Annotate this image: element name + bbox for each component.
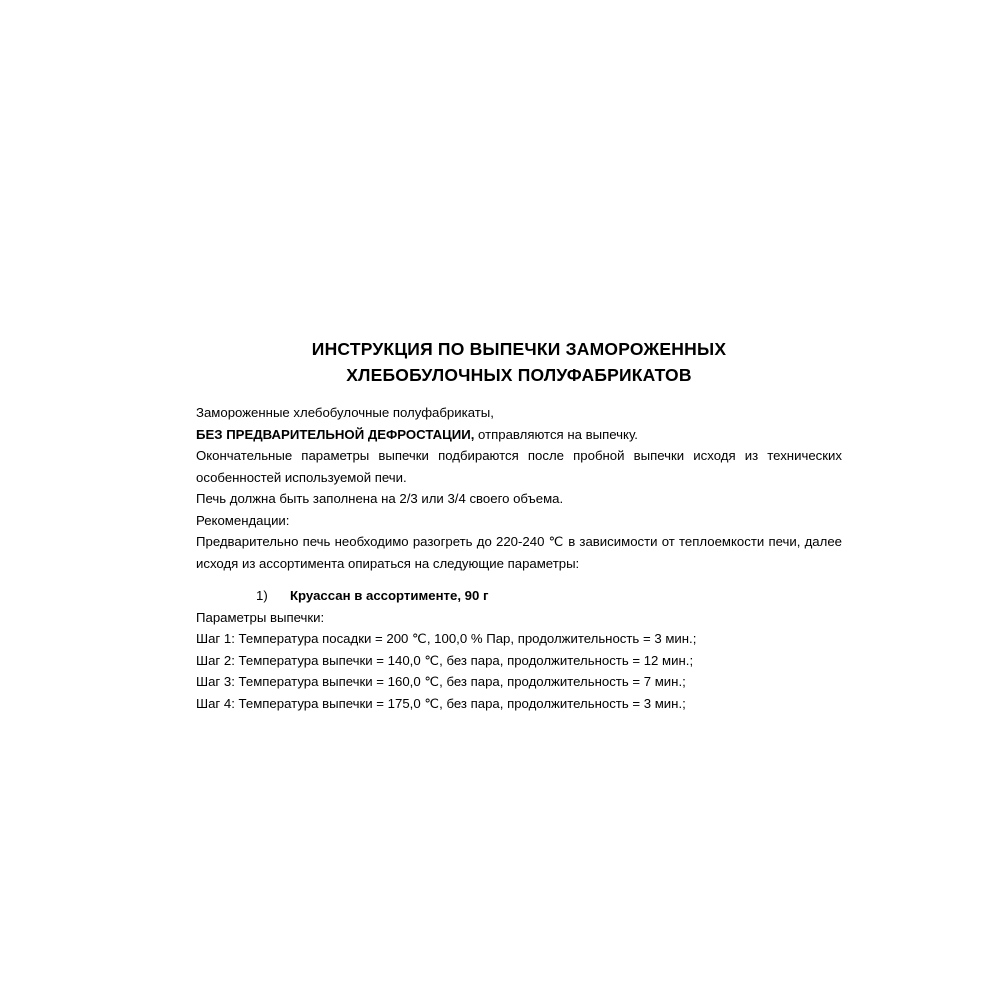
no-defrost-emphasis: БЕЗ ПРЕДВАРИТЕЛЬНОЙ ДЕФРОСТАЦИИ,: [196, 426, 475, 442]
no-defrost-rest: отправляются на выпечку.: [474, 426, 638, 442]
document-title: [196, 336, 842, 388]
recommendations-label: Рекомендации:: [196, 512, 290, 528]
baking-parameters-block: [196, 607, 842, 715]
intro-line-2: [196, 424, 842, 446]
intro-line-3: Окончательные параметры выпечки подбираются после пробной выпечки исходя из технических особенностей используемой печи.: [196, 448, 842, 485]
document-title-line-1: ИНСТРУКЦИЯ ПО ВЫПЕЧКИ ЗАМОРОЖЕННЫХ: [311, 339, 727, 359]
document-content: [196, 336, 842, 714]
intro-block: [196, 402, 842, 574]
baking-parameters-label: Параметры выпечки:: [196, 609, 325, 625]
baking-step-3: Шаг 3: Температура выпечки = 160,0 ℃, без пара, продолжительность = 7 мин.;: [196, 674, 686, 689]
document-title-line-2: ХЛЕБОБУЛОЧНЫХ ПОЛУФАБРИКАТОВ: [346, 365, 692, 385]
baking-step-2: Шаг 2: Температура выпечки = 140,0 ℃, без пара, продолжительность = 12 мин.;: [196, 652, 694, 668]
section-spacer: [196, 574, 842, 585]
baking-step-4: Шаг 4: Температура выпечки = 175,0 ℃, без пара, продолжительность = 3 мин.;: [196, 695, 686, 711]
product-name: Круассан в ассортименте, 90 г: [290, 588, 489, 603]
baking-step-1: Шаг 1: Температура посадки = 200 ℃, 100,0 % Пар, продолжительность = 3 мин.;: [196, 631, 697, 646]
intro-line-4: Печь должна быть заполнена на 2/3 или 3/4 своего объема.: [196, 491, 564, 506]
list-marker: 1): [256, 588, 268, 603]
intro-line-6: Предварительно печь необходимо разогреть до 220-240 ℃ в зависимости от теплоемкости печи, далее исходя из ассортимента опираться на следующие параметры:: [196, 534, 842, 571]
product-list-item: [256, 585, 842, 607]
intro-line-1: Замороженные хлебобулочные полуфабрикаты,: [196, 405, 494, 420]
